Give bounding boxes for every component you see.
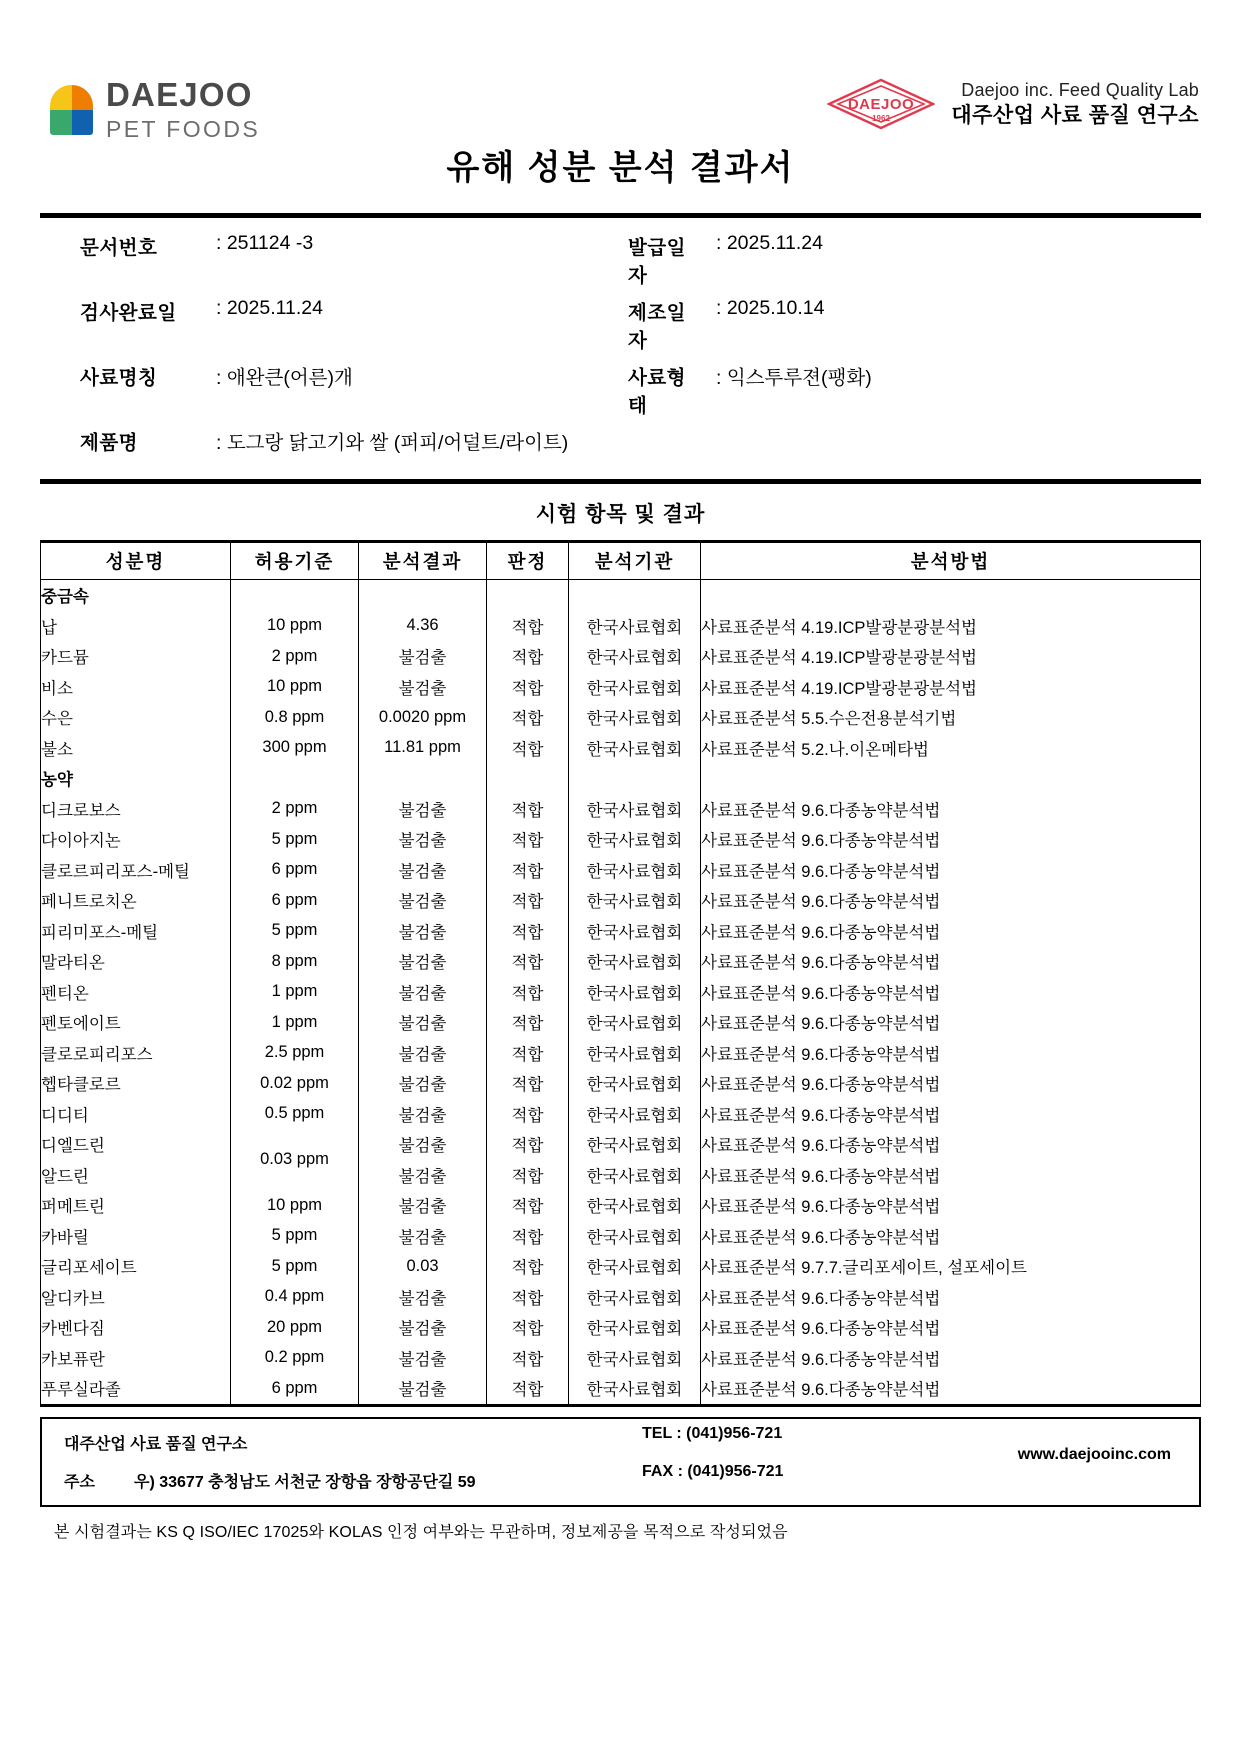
issue-date-label: 발급일자 (628, 237, 687, 287)
meta-divider (40, 479, 1201, 484)
cell-component-name: 헵타클로르 (41, 1068, 231, 1099)
lab-identity (827, 78, 1201, 130)
manufacture-date-label: 제조일자 (628, 302, 687, 352)
cell-analysis-result: 0.03 (359, 1251, 487, 1282)
cell-analysis-org: 한국사료협회 (569, 1190, 701, 1221)
cell-verdict: 적합 (487, 1221, 569, 1252)
cell-analysis-org: 한국사료협회 (569, 1373, 701, 1405)
cell-allowed-limit: 8 ppm (231, 946, 359, 977)
table-row (41, 733, 1201, 764)
cell-analysis-method: 사료표준분석 5.2.나.이온메타법 (701, 733, 1201, 764)
empty-cell (359, 580, 487, 611)
cell-analysis-method: 사료표준분석 4.19.ICP발광분광분석법 (701, 672, 1201, 703)
cell-analysis-org: 한국사료협회 (569, 1160, 701, 1191)
cell-analysis-method: 사료표준분석 9.6.다종농약분석법 (701, 1007, 1201, 1038)
cell-analysis-method: 사료표준분석 9.6.다종농약분석법 (701, 1038, 1201, 1069)
cell-analysis-result: 11.81 ppm (359, 733, 487, 764)
empty-cell (487, 763, 569, 794)
cell-analysis-result: 불검출 (359, 1160, 487, 1191)
cell-analysis-org: 한국사료협회 (569, 1099, 701, 1130)
group-label: 중금속 (41, 580, 231, 611)
test-completed-label: 검사완료일 (80, 302, 177, 324)
table-row (41, 702, 1201, 733)
table-row (41, 1343, 1201, 1374)
cell-verdict: 적합 (487, 1068, 569, 1099)
cell-verdict: 적합 (487, 672, 569, 703)
cell-allowed-limit: 0.5 ppm (231, 1099, 359, 1130)
cell-component-name: 카벤다짐 (41, 1312, 231, 1343)
cell-verdict: 적합 (487, 977, 569, 1008)
cell-analysis-org: 한국사료협회 (569, 1312, 701, 1343)
cell-analysis-method: 사료표준분석 9.6.다종농약분석법 (701, 1312, 1201, 1343)
cell-component-name: 말라티온 (41, 946, 231, 977)
table-row (41, 855, 1201, 886)
empty-cell (487, 580, 569, 611)
cell-component-name: 푸루실라졸 (41, 1373, 231, 1405)
table-row (41, 1038, 1201, 1069)
cell-verdict: 적합 (487, 611, 569, 642)
svg-text:DAEJOO: DAEJOO (848, 96, 915, 113)
table-body (41, 580, 1201, 1406)
footer-address-label: 주소 (64, 1474, 95, 1491)
cell-analysis-result: 불검출 (359, 1312, 487, 1343)
table-header-row (41, 542, 1201, 580)
footer-contact-box (40, 1417, 1201, 1507)
table-row (41, 611, 1201, 642)
cell-component-name: 수은 (41, 702, 231, 733)
footer-website[interactable]: www.daejooinc.com (1017, 1445, 1171, 1463)
table-group-row (41, 763, 1201, 794)
cell-allowed-limit: 5 ppm (231, 1221, 359, 1252)
cell-component-name: 피리미포스-메틸 (41, 916, 231, 947)
cell-analysis-method: 사료표준분석 9.6.다종농약분석법 (701, 1099, 1201, 1130)
product-meta (40, 427, 1201, 455)
table-row (41, 1007, 1201, 1038)
cell-analysis-result: 불검출 (359, 1190, 487, 1221)
svg-text:1962: 1962 (872, 114, 891, 123)
cell-analysis-method: 사료표준분석 9.6.다종농약분석법 (701, 855, 1201, 886)
cell-verdict: 적합 (487, 1251, 569, 1282)
section-title: 시험 항목 및 결과 (535, 503, 706, 526)
cell-analysis-result: 불검출 (359, 916, 487, 947)
cell-analysis-result: 불검출 (359, 1068, 487, 1099)
cell-analysis-method: 사료표준분석 9.6.다종농약분석법 (701, 1160, 1201, 1191)
cell-analysis-org: 한국사료협회 (569, 1221, 701, 1252)
cell-component-name: 알드린 (41, 1160, 231, 1191)
cell-analysis-org: 한국사료협회 (569, 1038, 701, 1069)
footer-tel: TEL : (041)956-721 (642, 1424, 783, 1442)
cell-allowed-limit: 10 ppm (231, 611, 359, 642)
feed-name-label: 사료명칭 (80, 367, 158, 389)
cell-allowed-limit: 6 ppm (231, 855, 359, 886)
cell-verdict: 적합 (487, 1160, 569, 1191)
cell-analysis-method: 사료표준분석 9.6.다종농약분석법 (701, 794, 1201, 825)
cell-component-name: 불소 (41, 733, 231, 764)
cell-analysis-method: 사료표준분석 4.19.ICP발광분광분석법 (701, 641, 1201, 672)
col-component-name: 성분명 (41, 542, 231, 580)
cell-analysis-result: 0.0020 ppm (359, 702, 487, 733)
cell-analysis-method: 사료표준분석 9.7.7.글리포세이트, 설포세이트 (701, 1251, 1201, 1282)
cell-analysis-result: 불검출 (359, 641, 487, 672)
table-row (41, 1190, 1201, 1221)
feed-name-value: : 애완큰(어른)개 (216, 367, 353, 389)
daejoo-diamond-seal-icon (827, 78, 935, 130)
cell-analysis-org: 한국사료협회 (569, 946, 701, 977)
cell-allowed-limit: 0.8 ppm (231, 702, 359, 733)
table-row (41, 946, 1201, 977)
table-row (41, 1221, 1201, 1252)
empty-cell (231, 763, 359, 794)
table-row (41, 794, 1201, 825)
empty-cell (569, 580, 701, 611)
cell-analysis-result: 불검출 (359, 946, 487, 977)
table-group-row (41, 580, 1201, 611)
table-row (41, 1312, 1201, 1343)
cell-analysis-org: 한국사료협회 (569, 794, 701, 825)
empty-cell (359, 763, 487, 794)
cell-verdict: 적합 (487, 1038, 569, 1069)
cell-analysis-org: 한국사료협회 (569, 1343, 701, 1374)
cell-verdict: 적합 (487, 1099, 569, 1130)
cell-verdict: 적합 (487, 1373, 569, 1405)
table-row (41, 916, 1201, 947)
cell-analysis-org: 한국사료협회 (569, 1129, 701, 1160)
footer-disclaimer: 본 시험결과는 KS Q ISO/IEC 17025와 KOLAS 인정 여부와는 무관하며, 정보제공을 목적으로 작성되었음 (54, 1523, 788, 1541)
cell-analysis-method: 사료표준분석 9.6.다종농약분석법 (701, 1190, 1201, 1221)
brand-title: DAEJOO (106, 76, 253, 113)
lab-name-english: Daejoo inc. Feed Quality Lab (961, 79, 1199, 100)
empty-cell (231, 580, 359, 611)
cell-analysis-method: 사료표준분석 9.6.다종농약분석법 (701, 885, 1201, 916)
cell-component-name: 카드뮴 (41, 641, 231, 672)
cell-analysis-result: 불검출 (359, 1007, 487, 1038)
footer-lab-name: 대주산업 사료 품질 연구소 (64, 1436, 248, 1453)
cell-component-name: 클로르피리포스-메틸 (41, 855, 231, 886)
cell-analysis-result: 불검출 (359, 824, 487, 855)
cell-component-name: 펜토에이트 (41, 1007, 231, 1038)
cell-analysis-method: 사료표준분석 9.6.다종농약분석법 (701, 1068, 1201, 1099)
manufacture-date-value: : 2025.10.14 (716, 297, 825, 319)
cell-allowed-limit: 10 ppm (231, 672, 359, 703)
cell-analysis-method: 사료표준분석 9.6.다종농약분석법 (701, 1343, 1201, 1374)
cell-allowed-limit: 5 ppm (231, 1251, 359, 1282)
cell-component-name: 페니트로치온 (41, 885, 231, 916)
feed-type-label: 사료형태 (628, 367, 687, 417)
cell-component-name: 디크로보스 (41, 794, 231, 825)
cell-component-name: 퍼메트린 (41, 1190, 231, 1221)
cell-analysis-result: 불검출 (359, 1282, 487, 1313)
cell-verdict: 적합 (487, 916, 569, 947)
cell-verdict: 적합 (487, 794, 569, 825)
cell-verdict: 적합 (487, 1282, 569, 1313)
empty-cell (569, 763, 701, 794)
cell-verdict: 적합 (487, 1007, 569, 1038)
document-header (40, 0, 1201, 142)
cell-analysis-org: 한국사료협회 (569, 885, 701, 916)
doc-number-label: 문서번호 (80, 237, 158, 259)
cell-analysis-org: 한국사료협회 (569, 977, 701, 1008)
cell-component-name: 카바릴 (41, 1221, 231, 1252)
cell-allowed-limit: 0.02 ppm (231, 1068, 359, 1099)
cell-verdict: 적합 (487, 1343, 569, 1374)
cell-analysis-org: 한국사료협회 (569, 611, 701, 642)
col-analysis-method: 분석방법 (701, 542, 1201, 580)
cell-analysis-org: 한국사료협회 (569, 916, 701, 947)
cell-allowed-limit: 0.03 ppm (231, 1129, 359, 1190)
cell-allowed-limit: 5 ppm (231, 824, 359, 855)
cell-analysis-result: 불검출 (359, 1129, 487, 1160)
cell-allowed-limit: 6 ppm (231, 1373, 359, 1405)
cell-allowed-limit: 6 ppm (231, 885, 359, 916)
table-row (41, 1251, 1201, 1282)
cell-allowed-limit: 0.2 ppm (231, 1343, 359, 1374)
cell-component-name: 카보퓨란 (41, 1343, 231, 1374)
group-label: 농약 (41, 763, 231, 794)
col-analysis-org: 분석기관 (569, 542, 701, 580)
cell-verdict: 적합 (487, 824, 569, 855)
cell-allowed-limit: 20 ppm (231, 1312, 359, 1343)
cell-verdict: 적합 (487, 1312, 569, 1343)
col-analysis-result: 분석결과 (359, 542, 487, 580)
empty-cell (701, 763, 1201, 794)
cell-analysis-org: 한국사료협회 (569, 641, 701, 672)
page-title: 유해 성분 분석 결과서 (446, 149, 795, 187)
cell-analysis-method: 사료표준분석 9.6.다종농약분석법 (701, 1282, 1201, 1313)
cell-allowed-limit: 2 ppm (231, 641, 359, 672)
table-row (41, 1160, 1201, 1191)
cell-verdict: 적합 (487, 733, 569, 764)
table-row (41, 885, 1201, 916)
cell-analysis-result: 불검출 (359, 1038, 487, 1069)
cell-analysis-method: 사료표준분석 9.6.다종농약분석법 (701, 946, 1201, 977)
cell-verdict: 적합 (487, 1129, 569, 1160)
analysis-results-table (40, 540, 1201, 1407)
footer-address-value: 우) 33677 충청남도 서천군 장항읍 장항공단길 59 (134, 1474, 476, 1491)
cell-component-name: 디엘드린 (41, 1129, 231, 1160)
title-divider (40, 213, 1201, 218)
table-row (41, 641, 1201, 672)
brand-subtitle: PET FOODS (106, 116, 261, 142)
table-row (41, 1068, 1201, 1099)
cell-analysis-org: 한국사료협회 (569, 824, 701, 855)
daejoo-petfoods-logo (40, 78, 260, 141)
cell-analysis-method: 사료표준분석 9.6.다종농약분석법 (701, 1221, 1201, 1252)
cell-analysis-method: 사료표준분석 9.6.다종농약분석법 (701, 916, 1201, 947)
cell-component-name: 알디카브 (41, 1282, 231, 1313)
table-row (41, 824, 1201, 855)
product-name-label: 제품명 (80, 432, 139, 454)
issue-date-value: : 2025.11.24 (716, 232, 823, 254)
daejoo-house-mark-icon (50, 85, 93, 135)
cell-allowed-limit: 10 ppm (231, 1190, 359, 1221)
cell-analysis-result: 불검출 (359, 855, 487, 886)
document-meta (40, 232, 1201, 418)
cell-component-name: 클로로피리포스 (41, 1038, 231, 1069)
cell-analysis-method: 사료표준분석 9.6.다종농약분석법 (701, 824, 1201, 855)
cell-allowed-limit: 5 ppm (231, 916, 359, 947)
cell-verdict: 적합 (487, 946, 569, 977)
cell-analysis-method: 사료표준분석 5.5.수은전용분석기법 (701, 702, 1201, 733)
product-name-value: : 도그랑 닭고기와 쌀 (퍼피/어덜트/라이트) (216, 432, 569, 454)
cell-analysis-org: 한국사료협회 (569, 1007, 701, 1038)
cell-analysis-org: 한국사료협회 (569, 1068, 701, 1099)
cell-verdict: 적합 (487, 885, 569, 916)
cell-allowed-limit: 1 ppm (231, 977, 359, 1008)
cell-analysis-result: 4.36 (359, 611, 487, 642)
cell-analysis-result: 불검출 (359, 1373, 487, 1405)
empty-cell (701, 580, 1201, 611)
table-row (41, 1282, 1201, 1313)
cell-analysis-org: 한국사료협회 (569, 855, 701, 886)
cell-allowed-limit: 1 ppm (231, 1007, 359, 1038)
table-row (41, 1099, 1201, 1130)
cell-component-name: 납 (41, 611, 231, 642)
cell-analysis-result: 불검출 (359, 1343, 487, 1374)
cell-component-name: 디디티 (41, 1099, 231, 1130)
cell-analysis-result: 불검출 (359, 1221, 487, 1252)
cell-analysis-org: 한국사료협회 (569, 1251, 701, 1282)
cell-allowed-limit: 2.5 ppm (231, 1038, 359, 1069)
cell-verdict: 적합 (487, 855, 569, 886)
cell-analysis-org: 한국사료협회 (569, 672, 701, 703)
table-row (41, 977, 1201, 1008)
footer-fax: FAX : (041)956-721 (642, 1462, 784, 1480)
cell-component-name: 펜티온 (41, 977, 231, 1008)
table-row (41, 672, 1201, 703)
cell-analysis-result: 불검출 (359, 1099, 487, 1130)
feed-type-value: : 익스투루젼(팽화) (716, 367, 872, 389)
cell-verdict: 적합 (487, 702, 569, 733)
cell-component-name: 글리포세이트 (41, 1251, 231, 1282)
table-row (41, 1373, 1201, 1405)
cell-analysis-org: 한국사료협회 (569, 733, 701, 764)
cell-analysis-result: 불검출 (359, 977, 487, 1008)
cell-allowed-limit: 2 ppm (231, 794, 359, 825)
col-verdict: 판정 (487, 542, 569, 580)
cell-analysis-method: 사료표준분석 4.19.ICP발광분광분석법 (701, 611, 1201, 642)
cell-analysis-result: 불검출 (359, 794, 487, 825)
cell-analysis-method: 사료표준분석 9.6.다종농약분석법 (701, 1129, 1201, 1160)
cell-analysis-result: 불검출 (359, 672, 487, 703)
doc-number-value: : 251124 -3 (216, 232, 314, 254)
cell-verdict: 적합 (487, 641, 569, 672)
test-completed-value: : 2025.11.24 (216, 297, 323, 319)
col-allowed-limit: 허용기준 (231, 542, 359, 580)
cell-component-name: 비소 (41, 672, 231, 703)
cell-verdict: 적합 (487, 1190, 569, 1221)
cell-analysis-org: 한국사료협회 (569, 1282, 701, 1313)
cell-allowed-limit: 0.4 ppm (231, 1282, 359, 1313)
cell-analysis-result: 불검출 (359, 885, 487, 916)
table-row (41, 1129, 1201, 1160)
cell-analysis-method: 사료표준분석 9.6.다종농약분석법 (701, 977, 1201, 1008)
cell-allowed-limit: 300 ppm (231, 733, 359, 764)
lab-name-korean: 대주산업 사료 품질 연구소 (951, 104, 1199, 128)
cell-component-name: 다이아지논 (41, 824, 231, 855)
cell-analysis-org: 한국사료협회 (569, 702, 701, 733)
cell-analysis-method: 사료표준분석 9.6.다종농약분석법 (701, 1373, 1201, 1405)
